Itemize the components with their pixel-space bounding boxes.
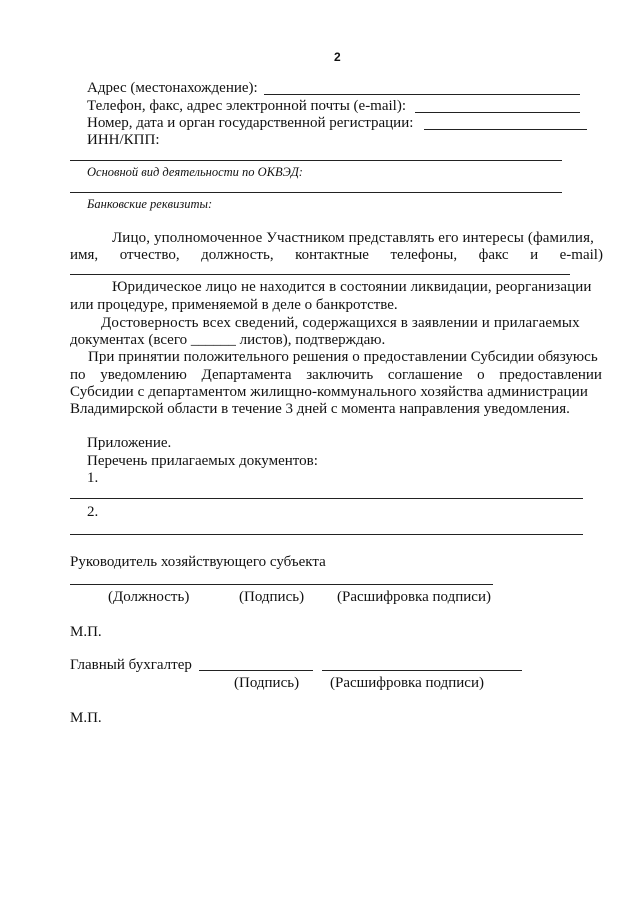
statement-3-line-3: Субсидии с департаментом жилищно-коммунального хозяйства администрации: [70, 384, 588, 400]
head-signature-caption: (Подпись): [239, 589, 305, 605]
appendix-item-2: 2.: [87, 504, 99, 520]
statement-3-line-4: Владимирской области в течение 3 дней с момента направления уведомления.: [70, 401, 570, 417]
statement-3-line-2: по уведомлению Департамента заключить соглашение о предоставлении: [70, 367, 602, 383]
statement-1-line-1: Юридическое лицо не находится в состоянии ликвидации, реорганизации: [112, 279, 592, 295]
address-underline: [264, 94, 580, 95]
registration-label: Номер, дата и орган государственной регистрации:: [87, 115, 414, 131]
representative-line-2: имя, отчество, должность, контактные телефоны, факс и e-mail): [70, 247, 603, 263]
inn-label: ИНН/КПП:: [87, 132, 160, 148]
stamp-1: М.П.: [70, 624, 102, 640]
bank-details-label: Банковские реквизиты:: [87, 197, 213, 211]
accountant-label: Главный бухгалтер: [70, 657, 192, 673]
okved-underline: [70, 192, 562, 193]
head-signature-underline: [70, 584, 493, 585]
appendix-item-1: 1.: [87, 470, 99, 486]
accountant-signature-caption: (Подпись): [234, 675, 300, 691]
statement-2-line-2: документах (всего ______ листов), подтверждаю.: [70, 332, 386, 348]
phone-underline: [415, 112, 580, 113]
stamp-2: М.П.: [70, 710, 102, 726]
representative-line-1: Лицо, уполномоченное Участником представлять его интересы (фамилия,: [112, 230, 594, 246]
accountant-signature-underline: [199, 670, 313, 671]
statement-2-line-1: Достоверность всех сведений, содержащихся в заявлении и прилагаемых: [101, 315, 580, 331]
accountant-decoding-underline: [322, 670, 522, 671]
head-position-caption: (Должность): [108, 589, 190, 605]
address-label: Адрес (местонахождение):: [87, 80, 258, 96]
head-title: Руководитель хозяйствующего субъекта: [70, 554, 326, 570]
appendix-item-1-underline: [70, 498, 583, 499]
okved-label: Основной вид деятельности по ОКВЭД:: [87, 165, 303, 179]
head-decoding-caption: (Расшифровка подписи): [337, 589, 491, 605]
appendix-item-2-underline: [70, 534, 583, 535]
statement-1-line-2: или процедуре, применяемой в деле о банкротстве.: [70, 297, 398, 313]
accountant-decoding-caption: (Расшифровка подписи): [330, 675, 484, 691]
appendix-list-title: Перечень прилагаемых документов:: [87, 453, 318, 469]
inn-underline: [70, 160, 562, 161]
page-number: 2: [334, 50, 341, 64]
appendix-title: Приложение.: [87, 435, 172, 451]
statement-3-line-1: При принятии положительного решения о предоставлении Субсидии обязуюсь: [88, 349, 598, 365]
representative-underline: [70, 274, 570, 275]
phone-label: Телефон, факс, адрес электронной почты (e-mail):: [87, 98, 407, 114]
registration-underline: [424, 129, 587, 130]
